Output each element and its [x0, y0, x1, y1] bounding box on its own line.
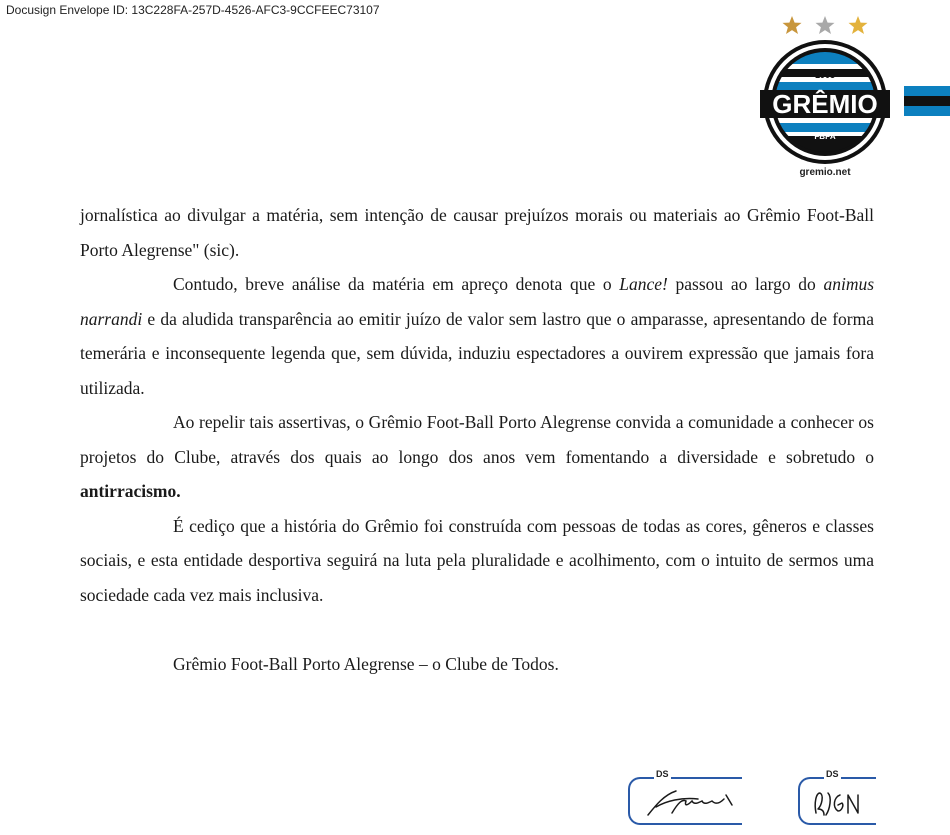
- ds-label: DS: [826, 769, 839, 779]
- gremio-logo: [760, 14, 890, 184]
- paragraph-2: [80, 267, 874, 405]
- document-body: [80, 198, 874, 612]
- handwritten-signature-1: [642, 783, 738, 821]
- paragraph-1: jornalística ao divulgar a matéria, sem intenção de causar prejuízos morais ou materiais ao Grêmio Foot-Ball Porto Alegrense" (sic).: [80, 205, 874, 260]
- signature-box-2: [798, 771, 874, 825]
- paragraph-3: [80, 405, 874, 509]
- club-color-stripe: [904, 86, 950, 116]
- docusign-envelope-id: Docusign Envelope ID: 13C228FA-257D-4526-AFC3-9CCFEEC73107: [6, 3, 380, 17]
- paragraph-2-text-c: e da aludida transparência ao emitir juízo de valor sem lastro que o amparasse, apresentando de forma temerária e inconsequente legenda que, sem dúvida, induziu espectadores a ouvirem expressão que jamais fora utilizada.: [80, 308, 874, 398]
- crest-year: 1903: [814, 70, 836, 80]
- latin-term: animus narrandi: [80, 274, 875, 329]
- paragraph-2-text-b: passou ao largo do: [667, 274, 824, 294]
- paragraph-4: É cediço que a história do Grêmio foi construída com pessoas de todas as cores, gêneros e classes sociais, e esta entidade desportiva seguirá na luta pela pluralidade e acolhimento, com o intuito de sermos uma sociedade cada vez mais inclusiva.: [80, 515, 874, 605]
- crest-abbr: FBPA: [814, 132, 836, 141]
- signature-box-1: [628, 771, 740, 825]
- club-crest-icon: [760, 36, 890, 172]
- closing-line: Grêmio Foot-Ball Porto Alegrense – o Clube de Todos.: [173, 654, 559, 674]
- publication-name: Lance!: [619, 274, 668, 294]
- handwritten-signature-2: [810, 787, 872, 819]
- logo-url: gremio.net: [799, 167, 851, 178]
- paragraph-2-text-a: Contudo, breve análise da matéria em apreço denota que o: [173, 274, 620, 294]
- crest-name: GRÊMIO: [772, 89, 878, 119]
- ds-label: DS: [656, 769, 669, 779]
- paragraph-3-text: Ao repelir tais assertivas, o Grêmio Foot-Ball Porto Alegrense convida a comunidade a conhecer os projetos do Clube, através dos quais ao longo dos anos vem fomentando a diversidade e sobretudo o: [80, 412, 874, 467]
- emphasis-antiracism: antirracismo.: [80, 481, 181, 501]
